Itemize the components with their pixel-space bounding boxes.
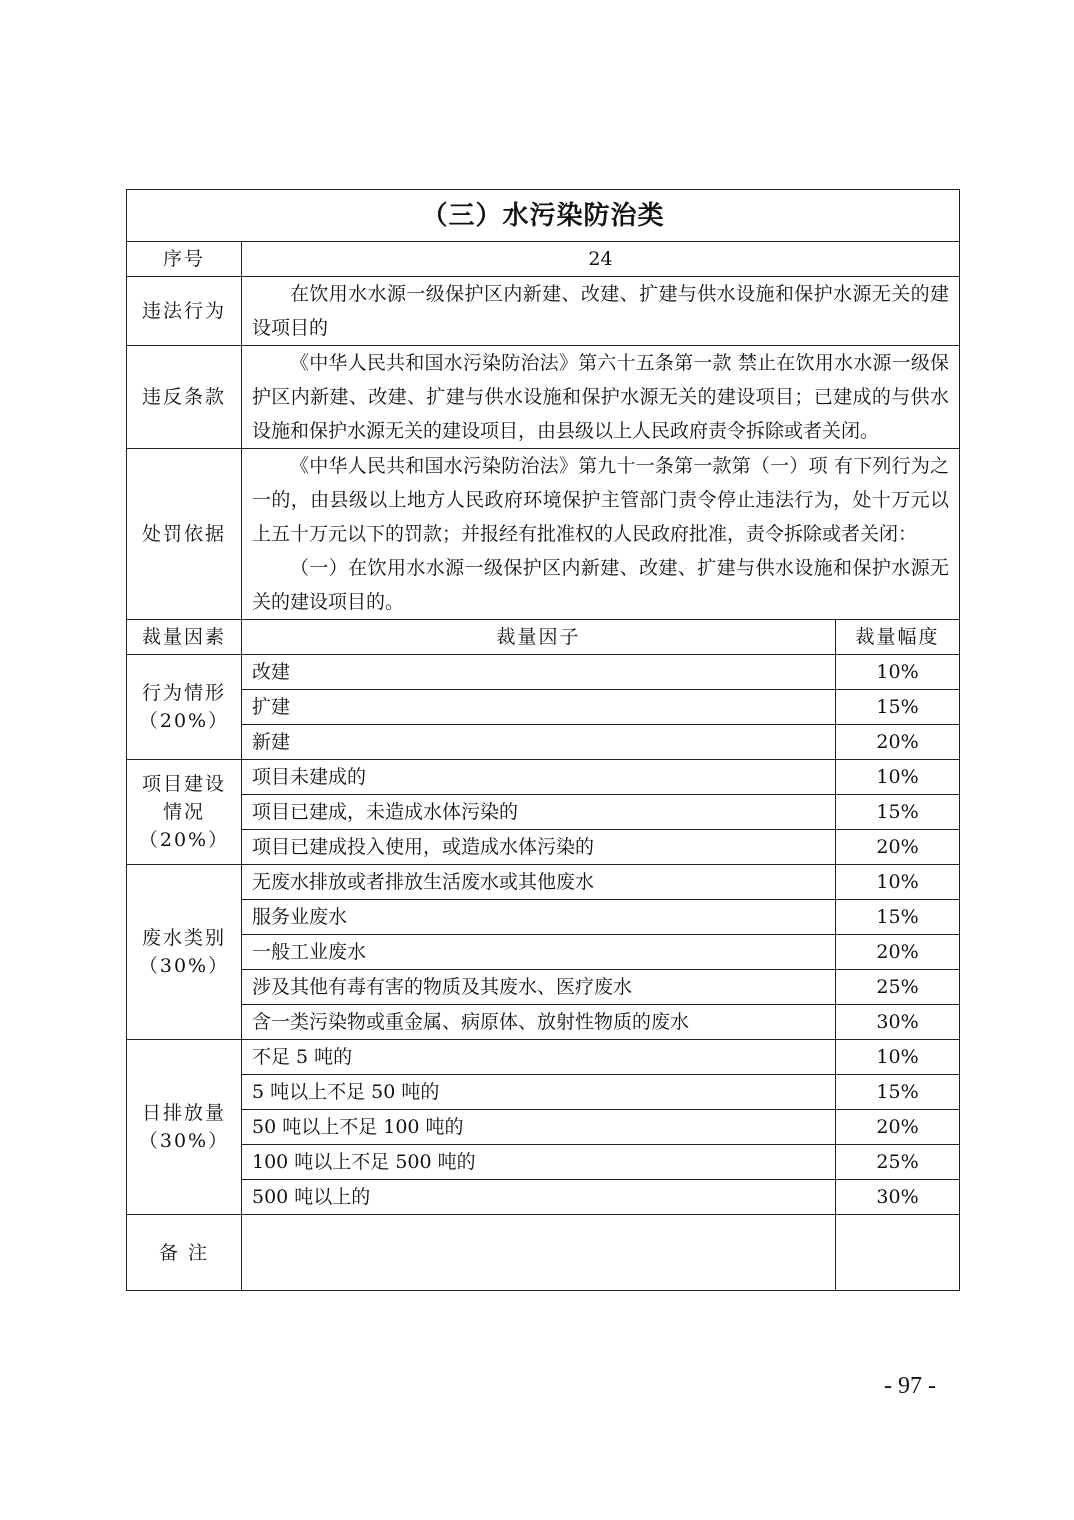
page-number: - 97 -	[884, 1373, 936, 1399]
factor-range: 15%	[836, 690, 960, 725]
factor-category-line: 情况	[162, 801, 205, 823]
factor-text: 项目已建成投入使用，或造成水体污染的	[242, 830, 836, 865]
clause-label: 违反条款	[127, 346, 242, 449]
factor-text: 含一类污染物或重金属、病原体、放射性物质的废水	[242, 1005, 836, 1040]
factor-text: 新建	[242, 725, 836, 760]
factor-row	[127, 900, 960, 935]
factor-header-range: 裁量幅度	[836, 620, 960, 655]
factor-header-category: 裁量因素	[127, 620, 242, 655]
factor-text: 不足 5 吨的	[242, 1040, 836, 1075]
factor-range: 20%	[836, 725, 960, 760]
factor-range: 20%	[836, 1110, 960, 1145]
factor-row	[127, 760, 960, 795]
factor-row	[127, 1145, 960, 1180]
factor-row	[127, 655, 960, 690]
factor-category-line: （30%）	[138, 1130, 230, 1152]
penalty-item-text: （一）在饮用水水源一级保护区内新建、改建、扩建与供水设施和保护水源无关的建设项目的。	[252, 557, 950, 613]
factor-row	[127, 865, 960, 900]
factor-text: 一般工业废水	[242, 935, 836, 970]
penalty-row	[127, 449, 960, 620]
factor-category	[127, 760, 242, 865]
factor-text: 100 吨以上不足 500 吨的	[242, 1145, 836, 1180]
factor-category-line: 项目建设	[141, 773, 226, 795]
factor-text: 500 吨以上的	[242, 1180, 836, 1215]
factor-text: 项目已建成，未造成水体污染的	[242, 795, 836, 830]
factor-category-line: 行为情形	[141, 682, 226, 704]
factor-row	[127, 1040, 960, 1075]
factor-text: 扩建	[242, 690, 836, 725]
factor-text: 涉及其他有毒有害的物质及其废水、医疗废水	[242, 970, 836, 1005]
factor-range: 25%	[836, 970, 960, 1005]
factor-row	[127, 935, 960, 970]
factor-category-line: （30%）	[138, 955, 230, 977]
factor-category	[127, 1040, 242, 1215]
factor-range: 20%	[836, 830, 960, 865]
factor-category-line: （20%）	[138, 829, 230, 851]
factor-text: 项目未建成的	[242, 760, 836, 795]
factor-row	[127, 1005, 960, 1040]
factor-row	[127, 795, 960, 830]
serial-number: 24	[242, 242, 960, 277]
factor-range: 10%	[836, 1040, 960, 1075]
factor-text: 服务业废水	[242, 900, 836, 935]
penalty-cell	[242, 449, 960, 620]
factor-row	[127, 1180, 960, 1215]
factor-range: 15%	[836, 900, 960, 935]
factor-row	[127, 1075, 960, 1110]
clause-cell	[242, 346, 960, 449]
factor-range: 15%	[836, 795, 960, 830]
title-row	[127, 190, 960, 242]
factor-category-line: （20%）	[138, 710, 230, 732]
factor-row	[127, 830, 960, 865]
factor-category-line: 日排放量	[141, 1102, 226, 1124]
factor-range: 10%	[836, 760, 960, 795]
factor-row	[127, 690, 960, 725]
factor-row	[127, 725, 960, 760]
clause-text: 《中华人民共和国水污染防治法》第六十五条第一款 禁止在饮用水水源一级保护区内新建、改建、扩建与供水设施和保护水源无关的建设项目；已建成的与供水设施和保护水源无关的建设项目，由县级以上人民政府责令拆除或者关闭。	[252, 352, 950, 442]
factor-range: 25%	[836, 1145, 960, 1180]
factor-range: 30%	[836, 1180, 960, 1215]
factor-header-row	[127, 620, 960, 655]
notes-label: 备 注	[127, 1215, 242, 1291]
factor-range: 10%	[836, 865, 960, 900]
penalty-text: 《中华人民共和国水污染防治法》第九十一条第一款第（一）项 有下列行为之一的，由县级以上地方人民政府环境保护主管部门责令停止违法行为，处十万元以上五十万元以下的罚款；并报经有批准权的人民政府批准，责令拆除或者关闭：	[252, 455, 950, 545]
notes-row	[127, 1215, 960, 1291]
factor-range: 20%	[836, 935, 960, 970]
serial-row	[127, 242, 960, 277]
notes-content	[242, 1215, 836, 1291]
factor-row	[127, 970, 960, 1005]
factor-range: 30%	[836, 1005, 960, 1040]
factor-range: 15%	[836, 1075, 960, 1110]
clause-row	[127, 346, 960, 449]
factor-range: 10%	[836, 655, 960, 690]
factor-header-factor: 裁量因子	[242, 620, 836, 655]
factor-row	[127, 1110, 960, 1145]
table-title: （三）水污染防治类	[127, 190, 960, 242]
violation-label: 违法行为	[127, 277, 242, 346]
factor-text: 改建	[242, 655, 836, 690]
factor-text: 无废水排放或者排放生活废水或其他废水	[242, 865, 836, 900]
factor-category	[127, 655, 242, 760]
serial-label: 序号	[127, 242, 242, 277]
factor-category-line: 废水类别	[141, 927, 226, 949]
violation-cell	[242, 277, 960, 346]
penalty-label: 处罚依据	[127, 449, 242, 620]
factor-category	[127, 865, 242, 1040]
factor-text: 5 吨以上不足 50 吨的	[242, 1075, 836, 1110]
factor-text: 50 吨以上不足 100 吨的	[242, 1110, 836, 1145]
regulation-table	[126, 189, 960, 1291]
violation-row	[127, 277, 960, 346]
notes-range	[836, 1215, 960, 1291]
violation-text: 在饮用水水源一级保护区内新建、改建、扩建与供水设施和保护水源无关的建设项目的	[252, 283, 950, 339]
